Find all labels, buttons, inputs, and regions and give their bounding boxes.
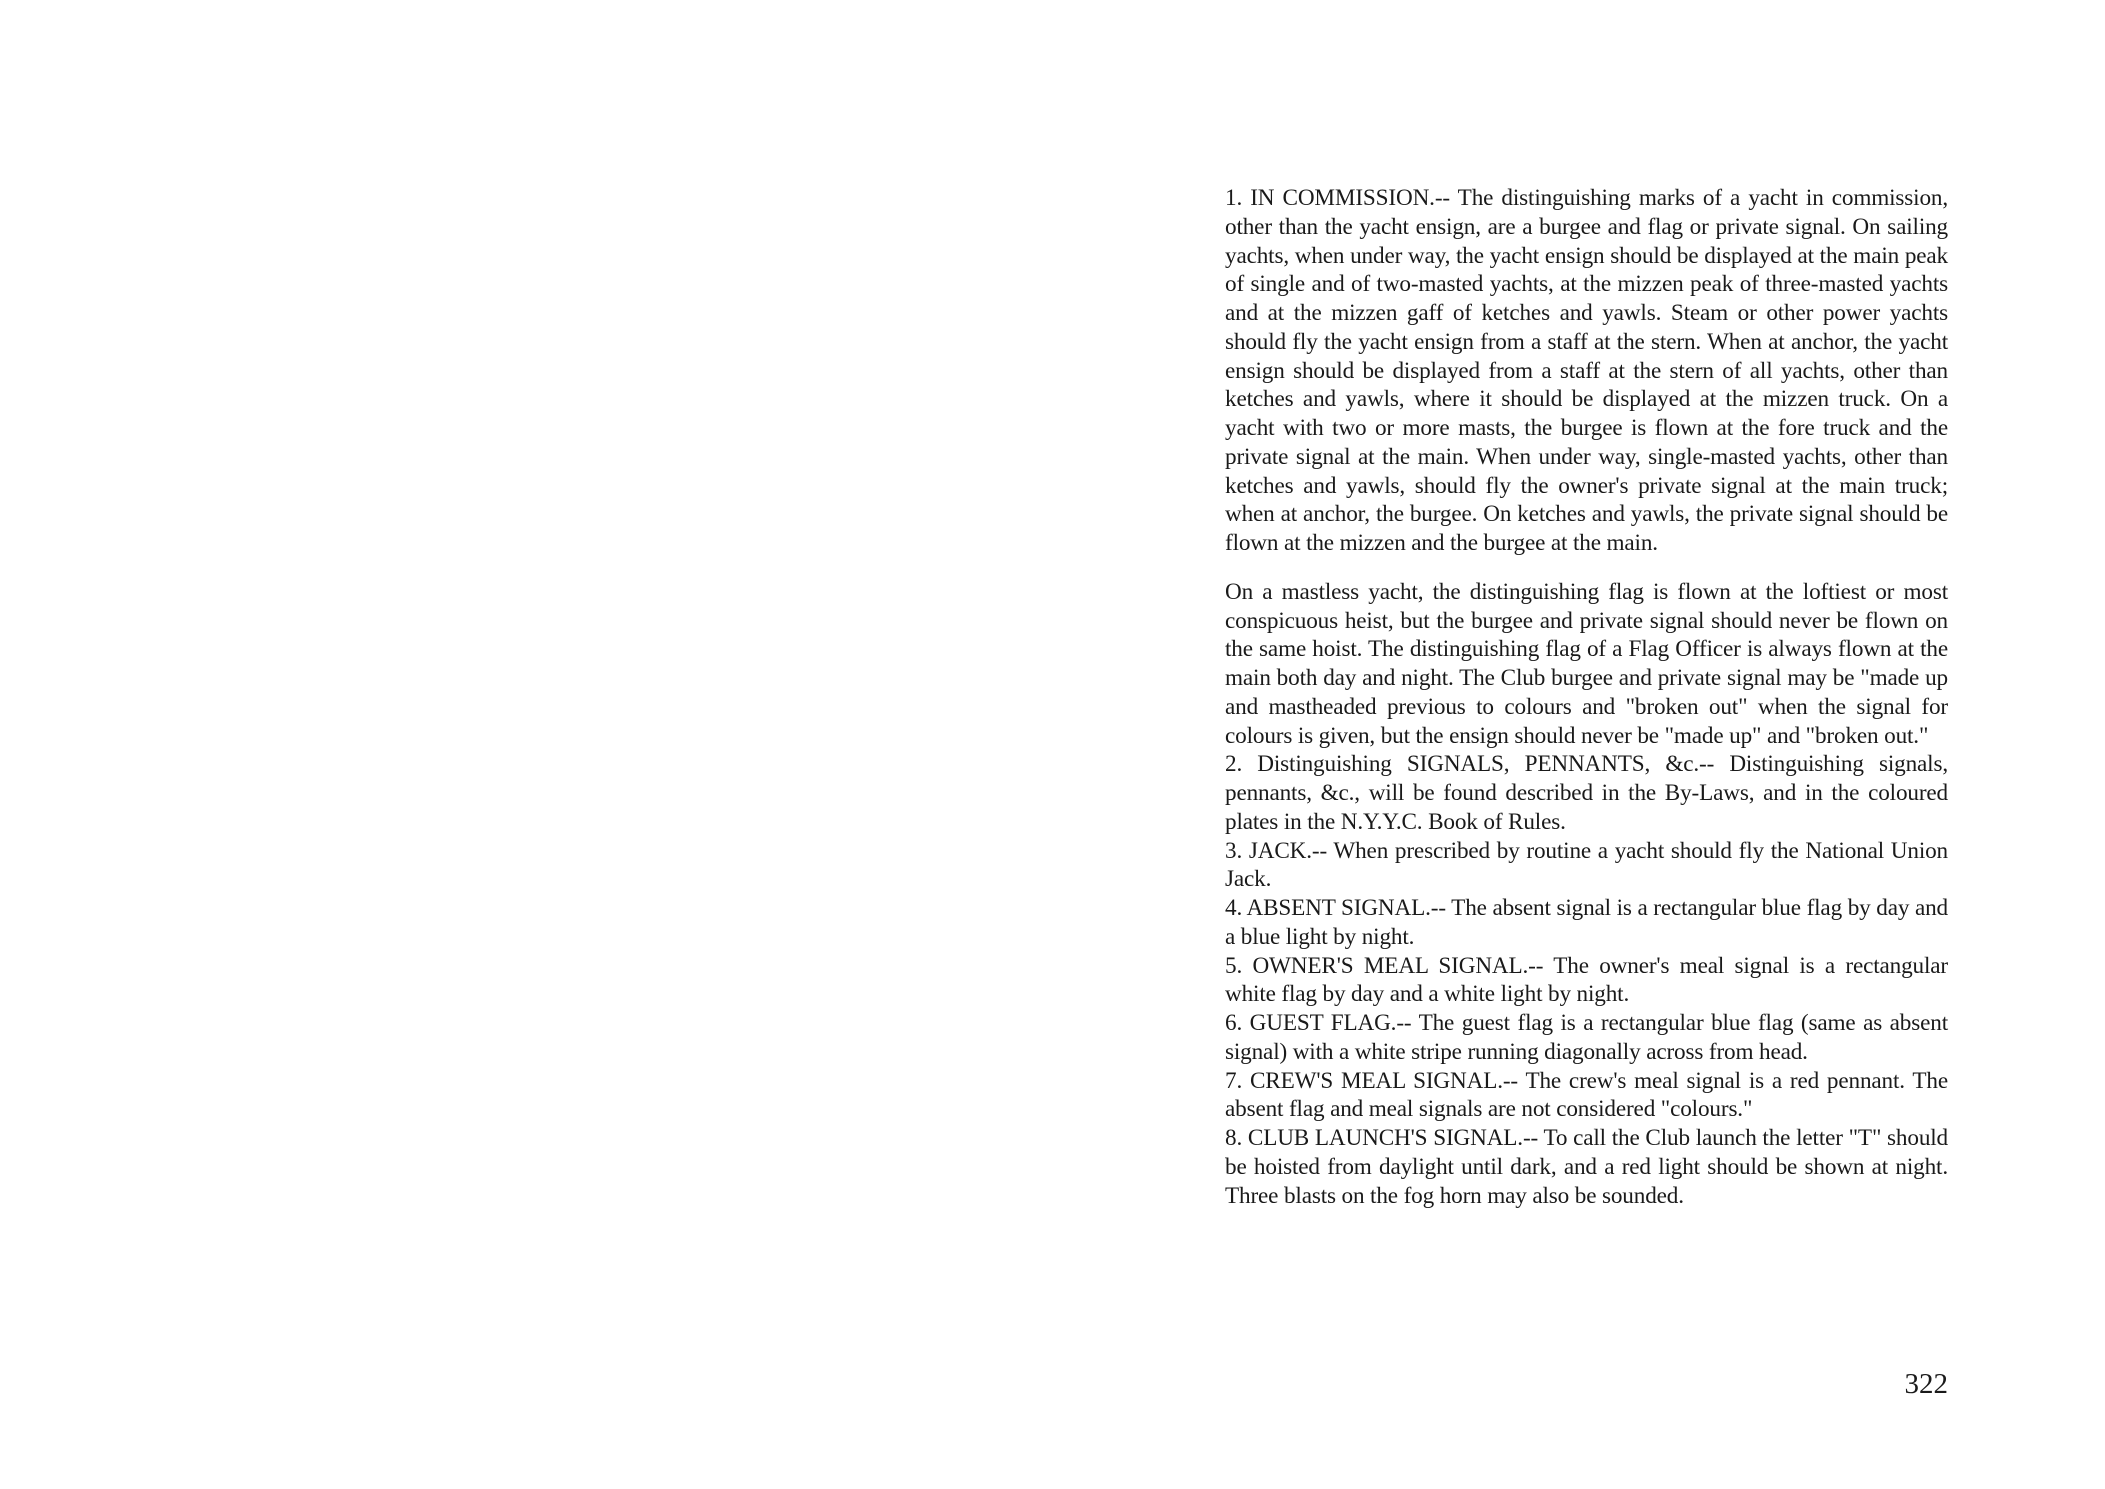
paragraph-crews-meal-signal: 7. CREW'S MEAL SIGNAL.-- The crew's meal signal is a red pennant. The absent flag and meal signals are not considered "colours." (1225, 1067, 1948, 1123)
paragraph-absent-signal: 4. ABSENT SIGNAL.-- The absent signal is a rectangular blue flag by day and a blue light by night. (1225, 895, 1948, 950)
paragraph-club-launch-signal: 8. CLUB LAUNCH'S SIGNAL.-- To call the Club launch the letter "T" should be hoisted from daylight until dark, and a red light should be shown at night. Three blasts on the fog horn may also be sounded. (1225, 1125, 1948, 1209)
paragraph-in-commission: 1. IN COMMISSION.-- The distinguishing marks of a yacht in commission, other than the yacht ensign, are a burgee and flag or private signal. On sailing yachts, when under way, the yacht ensign should be displayed at the main peak of single and of two-masted yachts, at the mizzen peak of three-masted yachts and at the mizzen gaff of ketches and yawls. Steam or other power yachts should fly the yacht ensign from a staff at the stern. When at anchor, the yacht ensign should be displayed from a staff at the stern of all yachts, other than ketches and yawls, where it should be displayed at the mizzen truck. On a yacht with two or more masts, the burgee is flown at the fore truck and the private signal at the main. When under way, single-masted yachts, other than ketches and yawls, should fly the owner's private signal at the main truck; when at anchor, the burgee. On ketches and yawls, the private signal should be flown at the mizzen and the burgee at the main. (1225, 185, 1948, 556)
paragraph-owners-meal-signal: 5. OWNER'S MEAL SIGNAL.-- The owner's meal signal is a rectangular white flag by day and a white light by night. (1225, 952, 1948, 1008)
paragraph-jack: 3. JACK.-- When prescribed by routine a yacht should fly the National Union Jack. (1225, 837, 1948, 893)
paragraph-mastless-yacht: On a mastless yacht, the distinguishing flag is flown at the loftiest or most conspicuous heist, but the burgee and private signal should never be flown on the same hoist. The distinguishing flag of a Flag Officer is always flown at the main both day and night. The Club burgee and private signal may be "made up and mastheaded previous to colours and "broken out" when the signal for colours is given, but the ensign should never be "made up" and "broken out." (1225, 578, 1948, 749)
text-column (1225, 184, 1948, 1210)
paragraph-distinguishing-signals: 2. Distinguishing SIGNALS, PENNANTS, &c.-- Distinguishing signals, pennants, &c., will be found described in the By-Laws, and in the coloured plates in the N.Y.Y.C. Book of Rules. (1225, 751, 1948, 835)
paragraph-guest-flag: 6. GUEST FLAG.-- The guest flag is a rectangular blue flag (same as absent signal) with a white stripe running diagonally across from head. (1225, 1010, 1948, 1065)
page-number: 322 (1904, 1368, 1948, 1400)
